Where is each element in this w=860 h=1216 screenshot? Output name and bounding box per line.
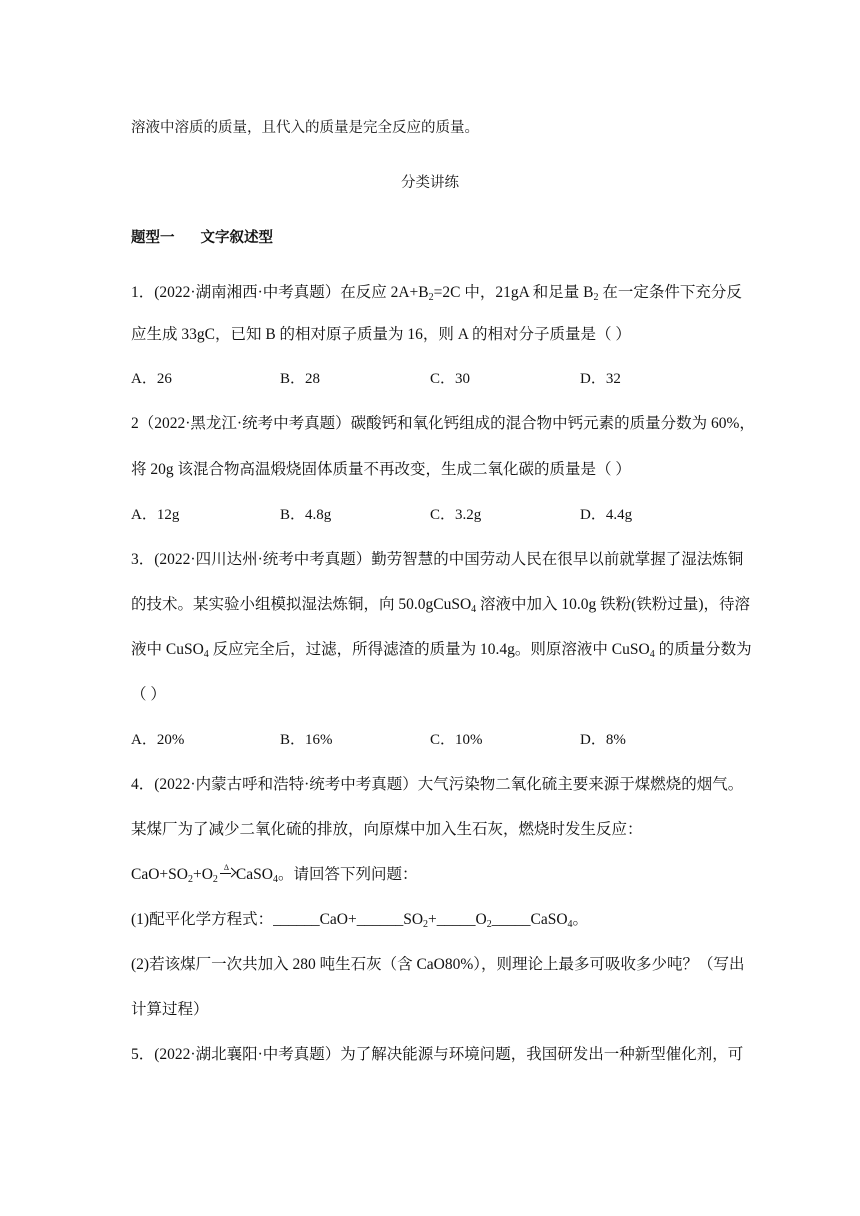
q2-option-a: A．12g bbox=[131, 507, 180, 523]
q1-option-a: A．26 bbox=[131, 371, 172, 387]
q2-option-b: B．4.8g bbox=[280, 507, 332, 523]
q1-option-b: B．28 bbox=[280, 371, 321, 387]
q3-line3: 液中 CuSO$_4$ 反应完全后，过滤，所得滤渣的质量为 10.4g。则原溶液中 CuSO$_4$ 的质量分数为 bbox=[131, 641, 752, 660]
q4-equation: $CaO+SO_2+O_2$ Δ CaSO$_4$。请回答下列问题： bbox=[131, 863, 418, 885]
heading-title: 文字叙述型 bbox=[200, 230, 273, 246]
q3-line4: （ ） bbox=[131, 686, 166, 703]
q2-line1: 2（2022·黑龙江·统考中考真题）碳酸钙和氧化钙组成的混合物中钙元素的质量分数为 60%， bbox=[131, 415, 755, 432]
q4-sub2-line2: 计算过程） bbox=[131, 1001, 209, 1018]
reaction-arrow-icon: Δ bbox=[220, 866, 234, 880]
question-type-heading bbox=[131, 228, 273, 248]
q3-option-c: C．10% bbox=[430, 732, 483, 748]
q3-option-d: D．8% bbox=[580, 732, 626, 748]
q1-option-c: C．30 bbox=[430, 371, 471, 387]
section-title: 分类讲练 bbox=[401, 175, 459, 191]
q5-line1: 5．(2022·湖北襄阳·中考真题）为了解决能源与环境问题，我国研发出一种新型催化剂，可 bbox=[131, 1046, 744, 1063]
q3-line1: 3．(2022·四川达州·统考中考真题）勤劳智慧的中国劳动人民在很早以前就掌握了湿法炼铜 bbox=[131, 551, 744, 568]
q1-line1: 1．(2022·湖南湘西·中考真题）在反应 $2A+B_2=2C$ 中，21gA 和足量 $B_2$ 在一定条件下充分反 bbox=[131, 284, 742, 303]
q3-line2: 的技术。某实验小组模拟湿法炼铜，向 50.0gCuSO$_4$ 溶液中加入 10.0g 铁粉(铁粉过量)，待溶 bbox=[131, 596, 750, 615]
q2-option-c: C．3.2g bbox=[430, 507, 482, 523]
q3-option-b: B．16% bbox=[280, 732, 333, 748]
q4-line1: 4．(2022·内蒙古呼和浩特·统考中考真题）大气污染物二氧化硫主要来源于煤燃烧的烟气。 bbox=[131, 776, 744, 793]
q3-option-a: A．20% bbox=[131, 732, 185, 748]
heading-label: 题型一 bbox=[131, 230, 175, 246]
q4-line2: 某煤厂为了减少二氧化硫的排放，向原煤中加入生石灰，燃烧时发生反应： bbox=[131, 821, 643, 838]
q1-option-d: D．32 bbox=[580, 371, 621, 387]
q4-sub1: (1)配平化学方程式：$\_\_\_\_\_\_CaO+\_\_\_\_\_\_SO_2+\_\_\_\_\_O_2\_\_\_\_\_CaSO_4$。 bbox=[131, 911, 589, 930]
intro-text: 溶液中溶质的质量，且代入的质量是完全反应的质量。 bbox=[131, 120, 479, 136]
q2-line2: 将 20g 该混合物高温煅烧固体质量不再改变，生成二氧化碳的质量是（ ） bbox=[131, 461, 631, 478]
q4-sub2-line1: (2)若该煤厂一次共加入 280 吨生石灰（含 CaO80%），则理论上最多可吸收多少吨？（写出 bbox=[131, 956, 745, 973]
q2-option-d: D．4.4g bbox=[580, 507, 633, 523]
q1-line2: 应生成 33gC，已知 B 的相对原子质量为 16，则 A 的相对分子质量是（ ） bbox=[131, 326, 631, 343]
